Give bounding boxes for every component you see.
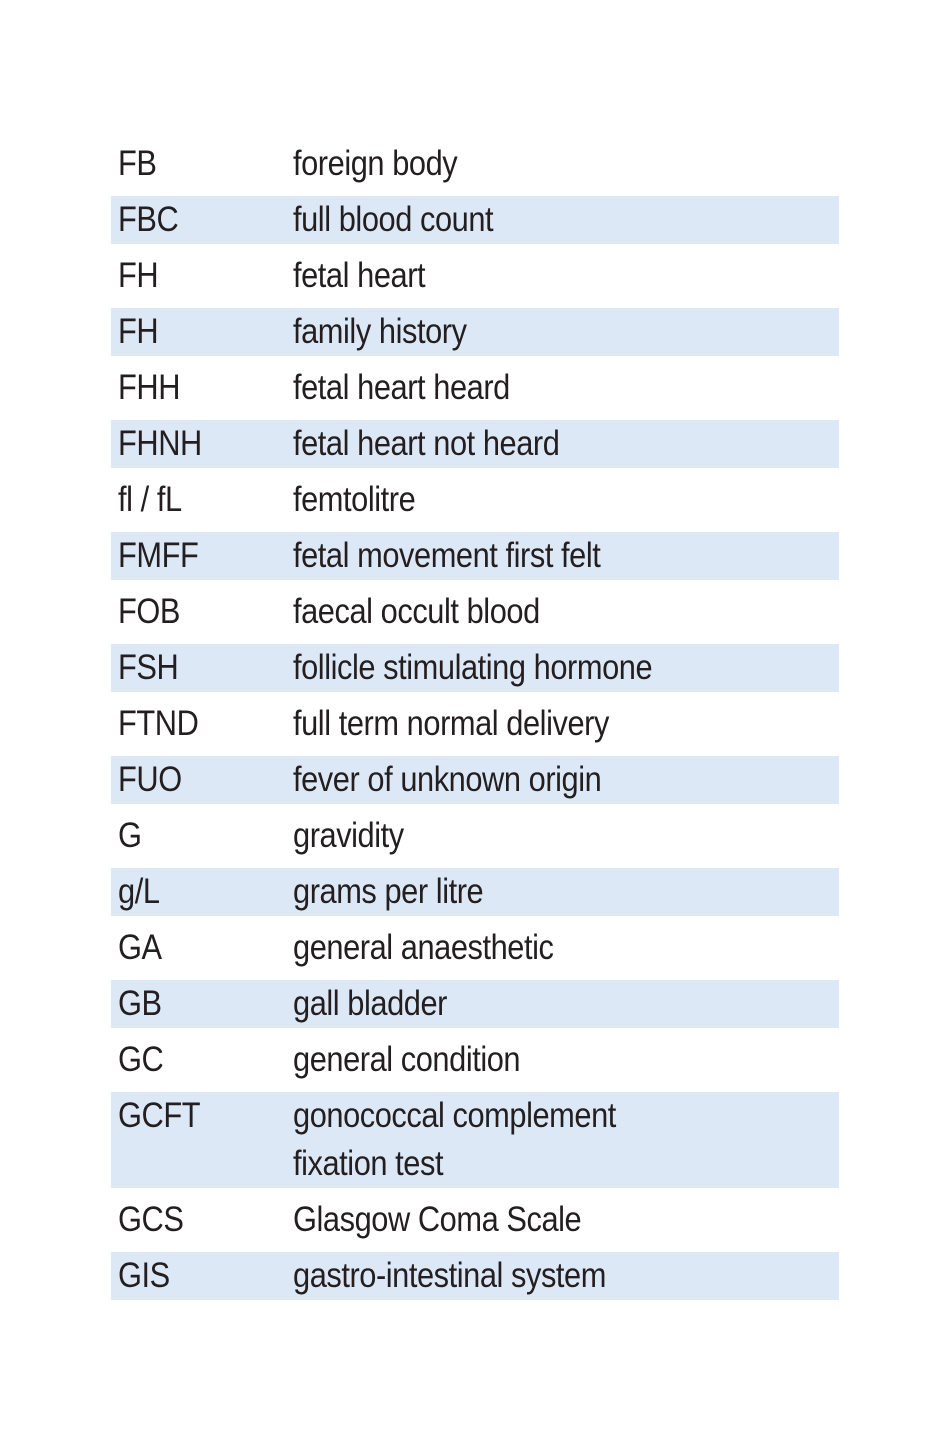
- meaning: fever of unknown origin: [293, 760, 602, 799]
- table-row: [111, 976, 839, 1032]
- table-row: [111, 640, 839, 696]
- meaning: general condition: [293, 1040, 521, 1079]
- abbreviation: FBC: [118, 200, 179, 239]
- abbreviation: FB: [118, 144, 157, 183]
- table-row: [111, 136, 839, 192]
- table-row: [111, 472, 839, 528]
- meaning: foreign body: [293, 144, 458, 183]
- meaning-line-1: gonococcal complement: [293, 1096, 616, 1135]
- meaning: full blood count: [293, 200, 494, 239]
- abbreviation: FUO: [118, 760, 182, 799]
- table-row: [111, 360, 839, 416]
- meaning: grams per litre: [293, 872, 484, 911]
- abbreviation: FHH: [118, 368, 181, 407]
- table-row: [111, 192, 839, 248]
- abbreviation: FMFF: [118, 536, 199, 575]
- table-row: [111, 1248, 839, 1304]
- abbreviation-table: [111, 136, 839, 1304]
- abbreviation: GB: [118, 984, 162, 1023]
- abbreviation: fl / fL: [118, 480, 182, 519]
- table-row: [111, 752, 839, 808]
- abbreviation: GIS: [118, 1256, 170, 1295]
- meaning: fetal heart: [293, 256, 426, 295]
- meaning: general anaesthetic: [293, 928, 554, 967]
- abbreviation: FSH: [118, 648, 179, 687]
- abbreviation: FH: [118, 312, 159, 351]
- meaning: fetal movement first felt: [293, 536, 601, 575]
- table-row: [111, 528, 839, 584]
- abbreviation: g/L: [118, 872, 160, 911]
- table-row: [111, 416, 839, 472]
- meaning: fetal heart heard: [293, 368, 510, 407]
- meaning-line-2: fixation test: [293, 1144, 444, 1183]
- table-row: [111, 1088, 839, 1192]
- meaning: gall bladder: [293, 984, 447, 1023]
- table-row: [111, 1192, 839, 1248]
- table-row: [111, 696, 839, 752]
- meaning: Glasgow Coma Scale: [293, 1200, 582, 1239]
- meaning: fetal heart not heard: [293, 424, 560, 463]
- table-row: [111, 248, 839, 304]
- meaning: femtolitre: [293, 480, 416, 519]
- meaning: gastro-intestinal system: [293, 1256, 606, 1295]
- table-row: [111, 864, 839, 920]
- abbreviation: FTND: [118, 704, 199, 743]
- abbreviation: GCFT: [118, 1096, 201, 1135]
- meaning: follicle stimulating hormone: [293, 648, 653, 687]
- abbreviation: GA: [118, 928, 162, 967]
- table-row: [111, 1032, 839, 1088]
- abbreviation: GCS: [118, 1200, 184, 1239]
- meaning: faecal occult blood: [293, 592, 540, 631]
- abbreviation: GC: [118, 1040, 164, 1079]
- abbreviation: FH: [118, 256, 159, 295]
- table-row: [111, 584, 839, 640]
- abbreviation: FOB: [118, 592, 181, 631]
- table-row: [111, 920, 839, 976]
- meaning: [293, 1092, 773, 1188]
- table-row: [111, 304, 839, 360]
- meaning: family history: [293, 312, 467, 351]
- table-row: [111, 808, 839, 864]
- abbreviation: FHNH: [118, 424, 202, 463]
- abbreviation: G: [118, 816, 142, 855]
- meaning: full term normal delivery: [293, 704, 609, 743]
- meaning: gravidity: [293, 816, 404, 855]
